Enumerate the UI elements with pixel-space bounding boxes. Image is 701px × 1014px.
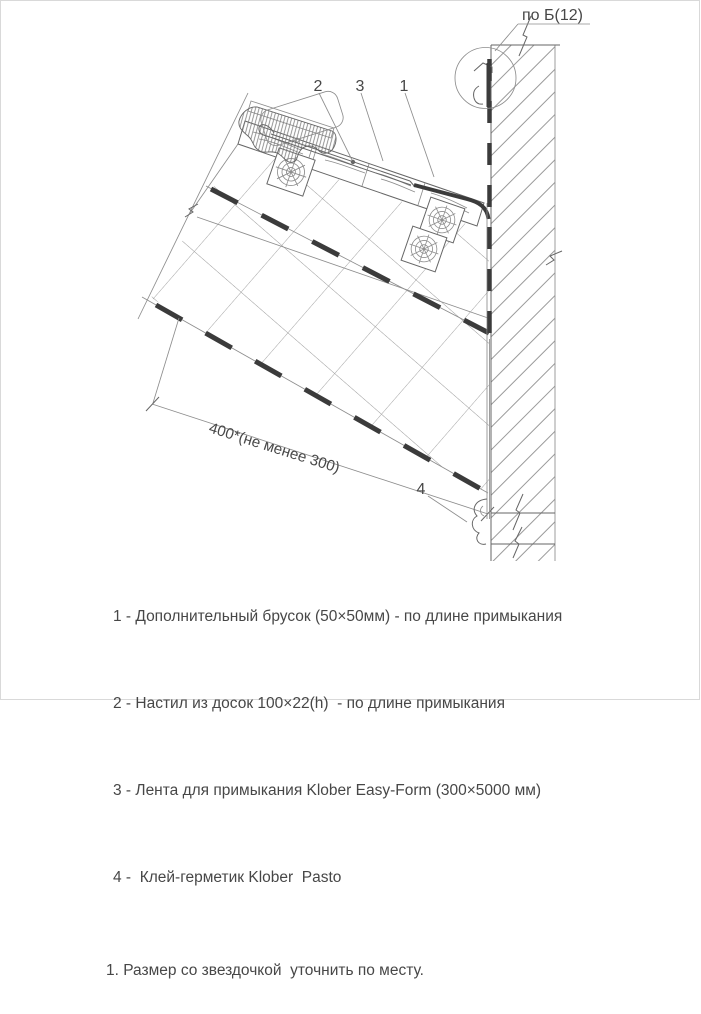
legend	[106, 544, 562, 1014]
flashing-clip-hook	[474, 86, 483, 104]
sealant-bead	[472, 499, 487, 544]
wall	[491, 16, 562, 561]
callout-4-leader	[428, 496, 467, 522]
callout-1: 1	[399, 78, 409, 95]
legend-item-4: 4 - Клей-герметик Klober Pasto	[113, 869, 342, 886]
legend-item-2: 2 - Настил из досок 100×22(h) - по длине примыкания	[113, 695, 505, 712]
extension-line	[153, 318, 179, 403]
callout-3-leader	[361, 93, 383, 161]
sealant-inner	[480, 506, 484, 516]
callout-3: 3	[355, 78, 365, 95]
dimension-label: 400*(не менее 300)	[206, 419, 342, 477]
dimension-tick-left	[146, 397, 159, 411]
wall-hatch	[491, 45, 555, 561]
callout-4: 4	[416, 481, 426, 498]
sealant-outline	[472, 499, 487, 544]
legend-item-1: 1 - Дополнительный брусок (50×50мм) - по длине примыкания	[113, 608, 563, 625]
break-mark-left-edge	[185, 204, 198, 217]
callout-2-dot	[351, 160, 355, 164]
legend-item-3: 3 - Лента для примыкания Klober Easy-Form (300×5000 мм)	[113, 782, 542, 799]
detail-ref-label: по Б(12)	[522, 7, 583, 24]
callout-2: 2	[313, 78, 323, 95]
callout-1-leader	[405, 93, 434, 177]
legend-note: 1. Размер со звездочкой уточнить по месту.	[106, 962, 424, 979]
